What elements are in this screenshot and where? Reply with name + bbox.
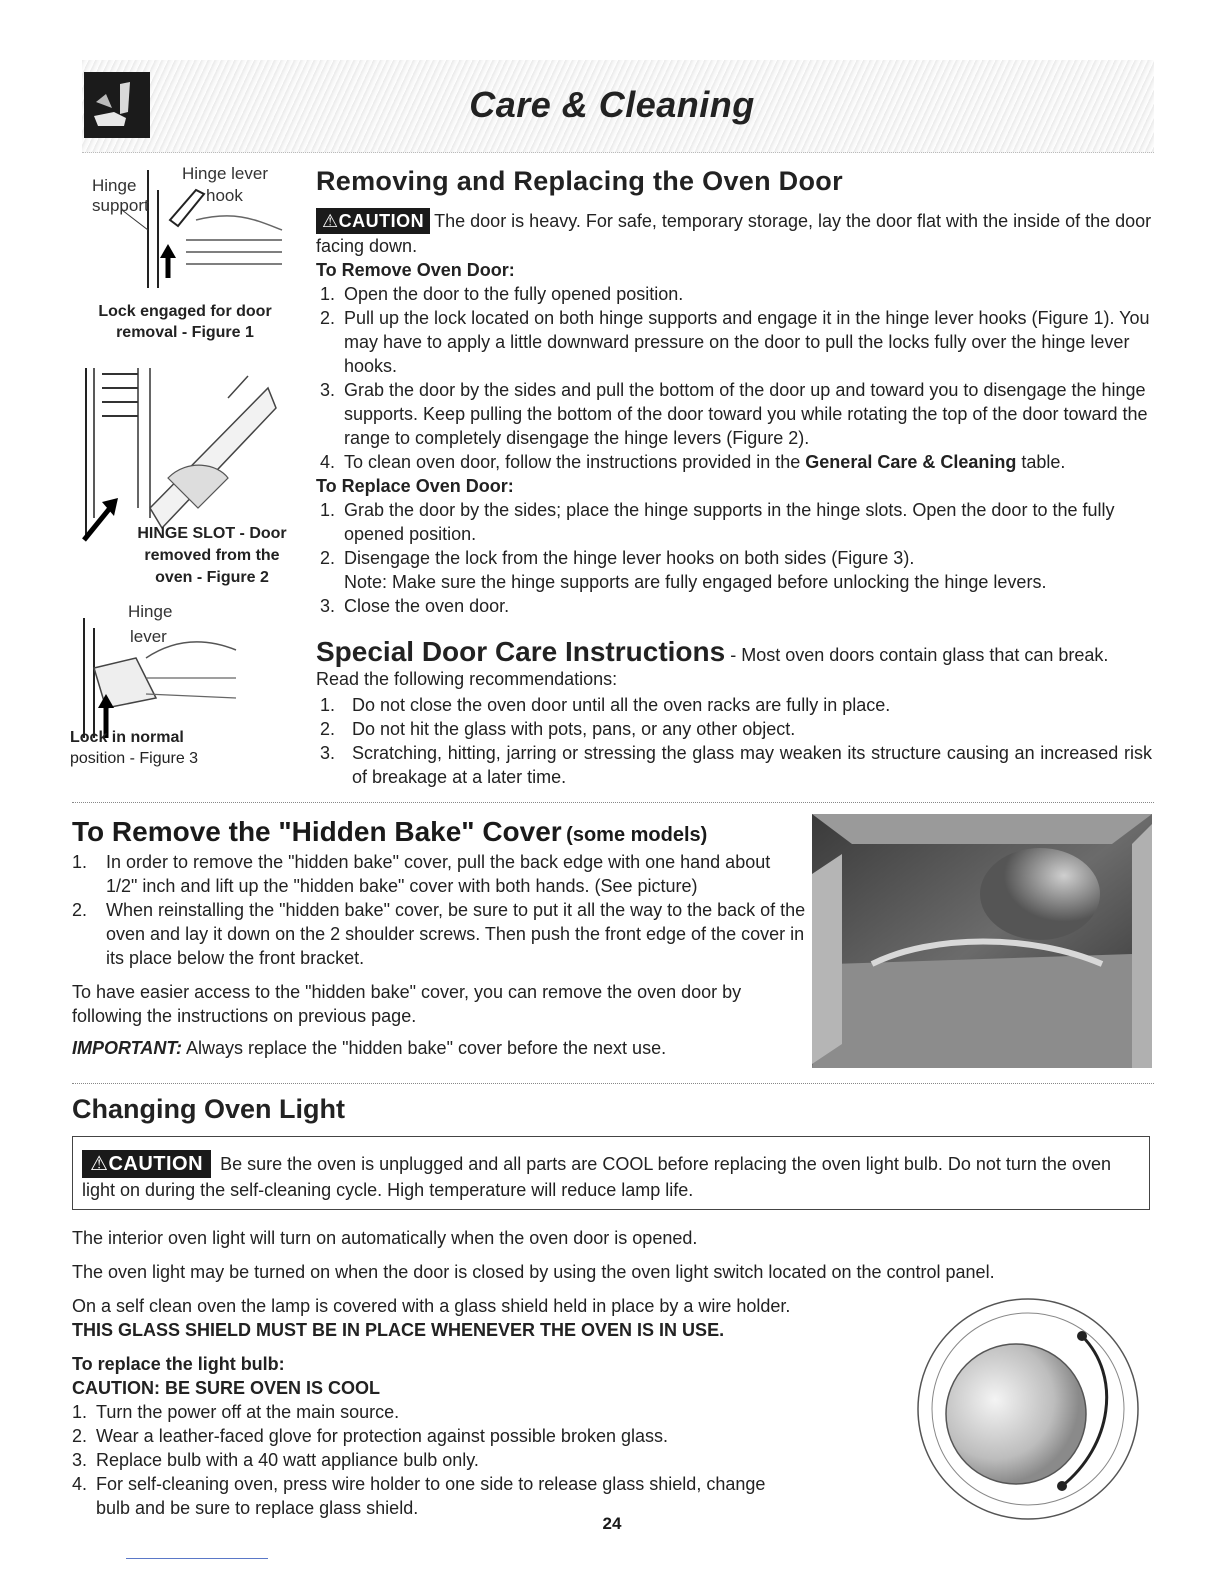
light-caution-line: CAUTION: BE SURE OVEN IS COOL — [72, 1378, 381, 1398]
special-care-intro: - Most oven doors contain glass that can break. Read the following recommendations: — [316, 645, 1109, 689]
replace-heading: To Replace Oven Door: — [316, 476, 514, 496]
oven-light-para-3: On a self clean oven the lamp is covered with a glass shield held in place by a wire holder. — [72, 1296, 791, 1316]
figure-2-caption-3: oven - Figure 2 — [155, 569, 269, 586]
caution-paragraph: ⚠CAUTION The door is heavy. For safe, temporary storage, lay the door flat with the inside of the door facing down. — [316, 208, 1152, 258]
list-item: 2. Wear a leather-faced glove for protection against possible broken glass. — [72, 1426, 668, 1446]
replace-note: Note: Make sure the hinge supports are fully engaged before unlocking the hinge levers. — [344, 572, 1047, 592]
divider — [72, 1083, 1154, 1084]
label-lever-3: lever — [130, 627, 167, 646]
figure-2 — [78, 368, 278, 546]
oven-light-caution: ⚠CAUTION Be sure the oven is unplugged and all parts are COOL before replacing the oven light bulb. Do not turn the oven light on during the self-cleaning cycle. High temperature will reduce lamp life. — [82, 1150, 1142, 1202]
replace-steps — [316, 498, 1152, 570]
list-item: 1. Do not close the oven door until all the oven racks are fully in place. — [320, 695, 891, 715]
divider — [72, 802, 1154, 803]
label-hinge-3: Hinge — [128, 602, 173, 621]
glass-shield-icon — [912, 1296, 1144, 1522]
figure-2-caption-1: HINGE SLOT - Door — [137, 525, 287, 542]
oven-light-para-2: The oven light may be turned on when the door is closed by using the oven light switch located on the control panel. — [72, 1262, 995, 1282]
label-support: support — [92, 196, 149, 215]
remove-heading: To Remove Oven Door: — [316, 260, 515, 280]
list-item: 3. Close the oven door. — [320, 596, 510, 616]
list-item: 4. For self-cleaning oven, press wire holder to one side to release glass shield, change bulb and be sure to replace glass shield. — [72, 1474, 766, 1518]
figure-1-caption: Lock engaged for door removal - Figure 1 — [98, 303, 272, 341]
list-item: 2. Pull up the lock located on both hinge supports and engage it in the hinge lever hooks (Figure 1). You may have to apply a little downward pressure on the door to pull the locks fully over the hinge lever hooks. — [320, 308, 1150, 376]
section-title-hidden-bake: To Remove the "Hidden Bake" Cover (some models) — [72, 816, 708, 847]
figure-2-caption-2: removed from the — [144, 547, 280, 564]
oven-interior-photo — [812, 814, 1152, 1068]
oven-light-warning: THIS GLASS SHIELD MUST BE IN PLACE WHENEVER THE OVEN IS IN USE. — [72, 1320, 725, 1340]
list-item: 2. When reinstalling the "hidden bake" cover, be sure to put it all the way to the back of the oven and lay it down on the 2 shoulder screws. Then push the front edge of the cover in its place below the front bracket. — [72, 900, 806, 968]
oven-light-para-1: The interior oven light will turn on automatically when the oven door is opened. — [72, 1228, 698, 1248]
label-hook: hook — [206, 186, 243, 205]
list-item: 1. In order to remove the "hidden bake" cover, pull the back edge with one hand about 1/2" inch and lift up the "hidden bake" cover with both hands. (See picture) — [72, 852, 771, 896]
list-item: 1. Grab the door by the sides; place the hinge supports in the hinge slots. Open the door to the fully opened position. — [320, 500, 1115, 544]
label-hinge: Hinge — [92, 176, 137, 195]
remove-steps — [316, 282, 1152, 474]
footer-rule — [126, 1558, 268, 1559]
list-item: 3. Replace bulb with a 40 watt appliance bulb only. — [72, 1450, 479, 1470]
list-item: 3. Grab the door by the sides and pull the bottom of the door up and toward you to disengage the hinge supports. Keep pulling the bottom of the door toward you while rotating the top of the door toward the range to completely disengage the hinge levers (Figure 2). — [320, 380, 1148, 448]
hidden-bake-photo — [812, 814, 1152, 1068]
replace-steps-cont — [316, 594, 1152, 618]
page-title: Care & Cleaning — [469, 84, 755, 125]
list-item: 2. Do not hit the glass with pots, pans, or any other object. — [320, 719, 796, 739]
hidden-bake-steps — [72, 850, 806, 970]
special-care-steps — [316, 693, 1152, 789]
list-item: 2. Disengage the lock from the hinge lever hooks on both sides (Figure 3). — [320, 548, 915, 568]
light-replace-heading: To replace the light bulb: — [72, 1354, 285, 1374]
caution-badge: ⚠CAUTION — [316, 208, 430, 234]
section-title-oven-light: Changing Oven Light — [72, 1094, 345, 1124]
hidden-bake-access: To have easier access to the "hidden bake" cover, you can remove the oven door by following the instructions on previous page. — [72, 982, 742, 1026]
list-item: 4. To clean oven door, follow the instructions provided in the General Care & Cleaning table. — [320, 452, 1066, 472]
figure-3-caption: Lock in normal position - Figure 3 — [70, 729, 199, 767]
caution-badge: ⚠CAUTION — [82, 1150, 211, 1178]
section-title-remove-door: Removing and Replacing the Oven Door — [316, 166, 843, 196]
remove-door-body — [316, 208, 1152, 618]
label-hinge-lever: Hinge lever — [182, 164, 268, 183]
light-bulb-illustration — [912, 1296, 1144, 1522]
list-item: 1. Open the door to the fully opened position. — [320, 284, 684, 304]
hidden-bake-body — [72, 850, 806, 1060]
list-item: 1. Turn the power off at the main source. — [72, 1402, 400, 1422]
page-number: 24 — [602, 1514, 622, 1533]
hinge-slot-diagram — [78, 368, 278, 546]
section-title-special-care: Special Door Care Instructions — [316, 636, 726, 667]
light-steps — [72, 1400, 792, 1520]
hidden-bake-important: IMPORTANT: Always replace the "hidden bake" cover before the next use. — [72, 1038, 667, 1058]
list-item: 3. Scratching, hitting, jarring or stressing the glass may weaken its structure causing an increased risk of breakage at a later time. — [320, 743, 1152, 787]
special-care-section — [316, 636, 1152, 789]
